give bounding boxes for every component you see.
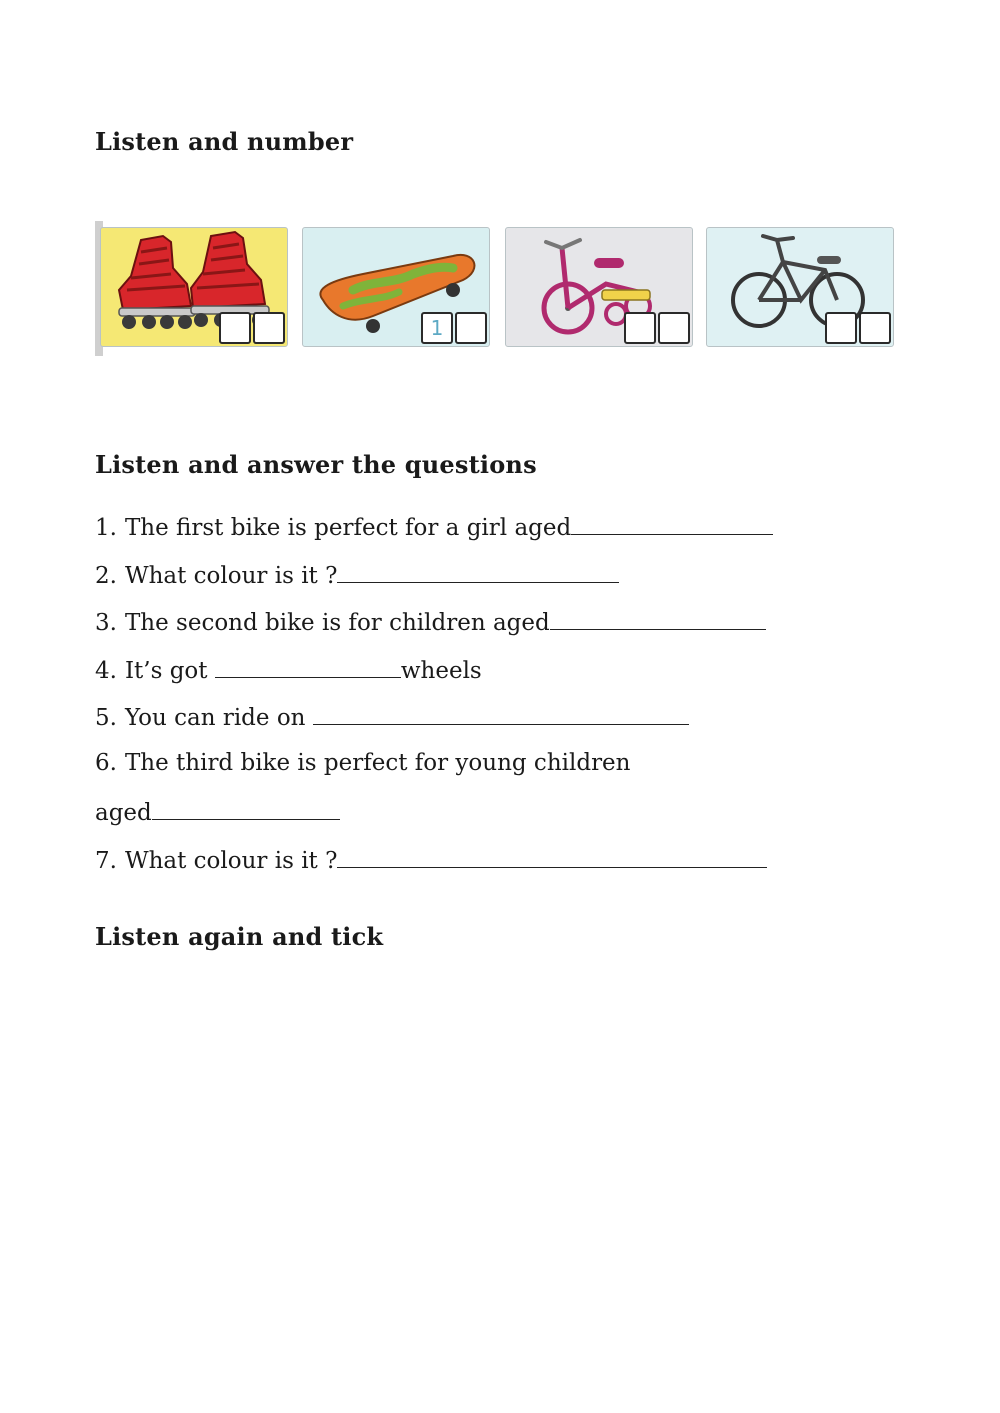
question-2: 2. What colour is it ? (95, 560, 619, 589)
answer-blank[interactable] (215, 655, 401, 678)
question-4: 4. It’s got wheels (95, 655, 482, 684)
picture-card-bicycle (706, 227, 894, 347)
answer-blank[interactable] (337, 560, 619, 583)
answer-blank[interactable] (571, 512, 773, 535)
answer-boxes (825, 312, 891, 344)
answer-boxes (219, 312, 285, 344)
number-box[interactable] (825, 312, 857, 344)
number-box[interactable] (658, 312, 690, 344)
answer-boxes (624, 312, 690, 344)
question-6: 6. The third bike is perfect for young children (95, 750, 631, 776)
number-box[interactable] (455, 312, 487, 344)
answer-blank[interactable] (337, 845, 767, 868)
answer-blank[interactable] (152, 797, 340, 820)
number-box[interactable] (219, 312, 251, 344)
question-3: 3. The second bike is for children aged (95, 607, 766, 636)
section-heading-questions: Listen and answer the questions (95, 450, 537, 479)
question-7: 7. What colour is it ? (95, 845, 767, 874)
number-box[interactable] (859, 312, 891, 344)
answer-blank[interactable] (313, 702, 689, 725)
picture-card-tricycle (505, 227, 693, 347)
section-heading-tick: Listen again and tick (95, 922, 384, 951)
question-1: 1. The first bike is perfect for a girl aged (95, 512, 773, 541)
answer-boxes (421, 312, 487, 344)
picture-card-roller-skates (100, 227, 288, 347)
section-heading-number: Listen and number (95, 127, 354, 156)
number-box[interactable] (253, 312, 285, 344)
question-6-continued: aged (95, 797, 340, 826)
picture-card-skateboard (302, 227, 490, 347)
number-box[interactable]: 1 (421, 312, 453, 344)
number-box[interactable] (624, 312, 656, 344)
question-5: 5. You can ride on (95, 702, 689, 731)
answer-blank[interactable] (550, 607, 766, 630)
picture-strip (95, 221, 895, 356)
